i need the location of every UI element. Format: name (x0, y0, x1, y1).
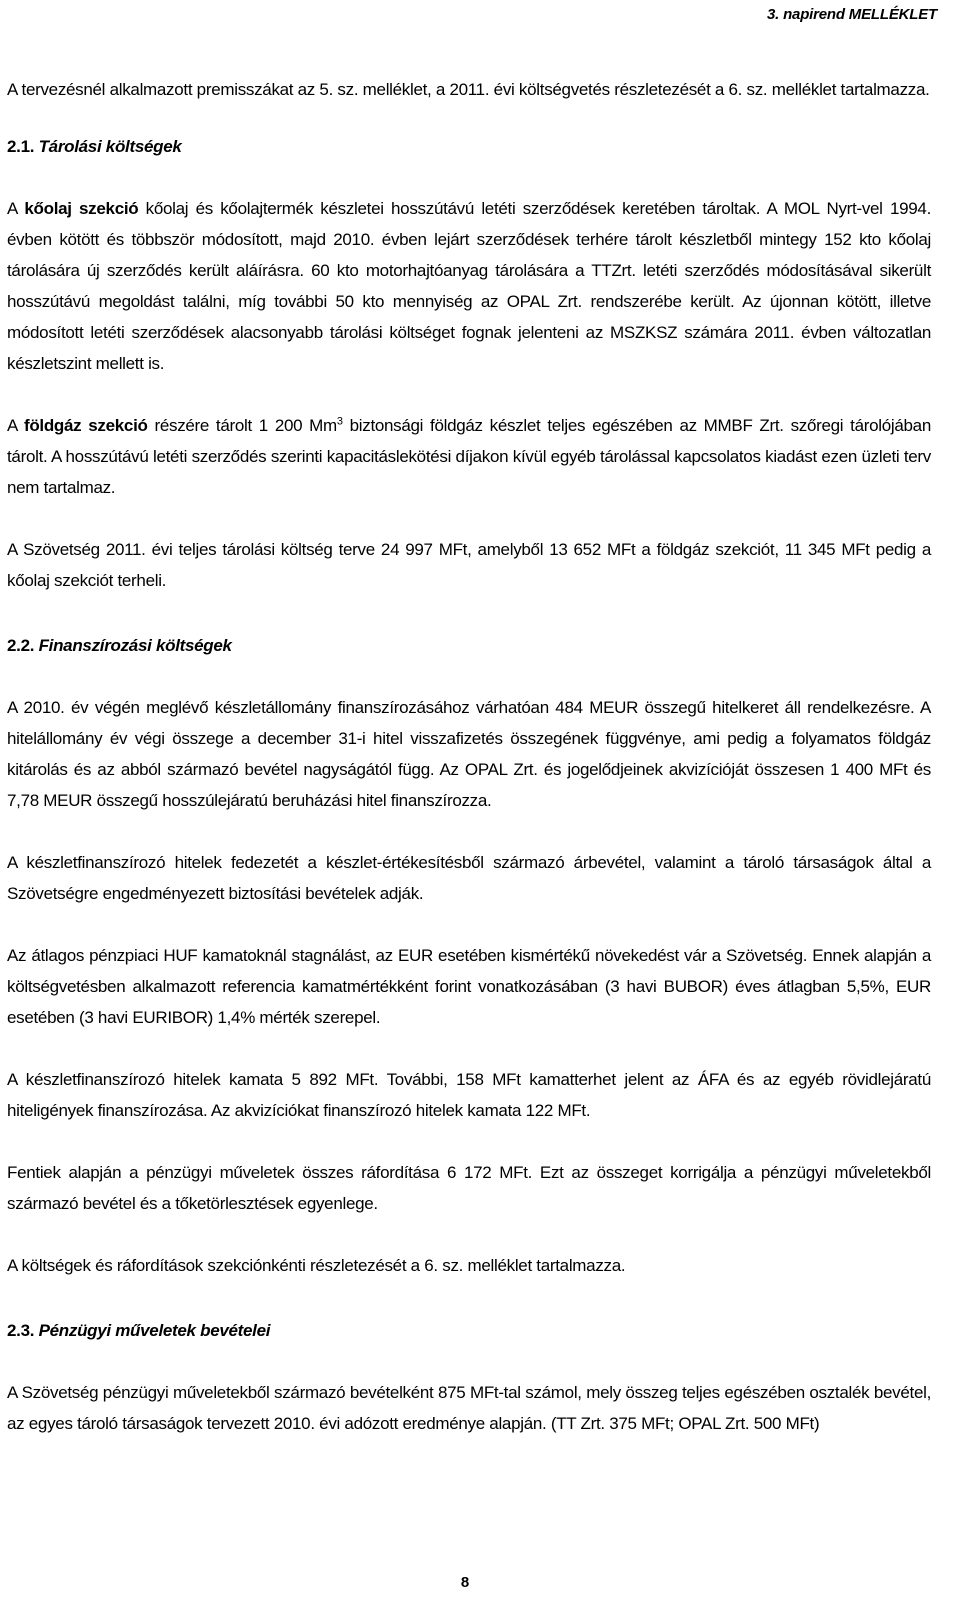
text-span: kőolaj és kőolajtermék készletei hosszútávú letéti szerződések keretében tároltak. A MOL Nyrt-vel 1994. évben kötött és többször módosított, majd 2010. évben lejárt szerződések terhére tárolt készletből mintegy 152 kto kőolaj tárolására új szerződés került aláírásra. 60 kto motorhajtóanyag tárolására a TTZrt. letéti szerződés módosításával sikerült hosszútávú megoldást találni, míg további 50 kto mennyiség az OPAL Zrt. rendszerébe került. Az újonnan kötött, illetve módosított letéti szerződések alacsonyabb tárolási költséget fognak jelenteni az MSZKSZ számára 2011. évben változatlan készletszint mellett is. (7, 199, 931, 373)
document-body (7, 74, 931, 1439)
section-number: 2.2. (7, 636, 35, 655)
text-span: A (7, 199, 25, 218)
paragraph-interest-costs: A készletfinanszírozó hitelek kamata 5 892 MFt. További, 158 MFt kamatterhet jelent az ÁFA és az egyéb rövidlejáratú hiteligények finanszírozása. Az akvizíciókat finanszírozó hitelek kamata 122 MFt. (7, 1070, 931, 1120)
section-heading-2-2 (7, 630, 931, 661)
section-heading-2-3 (7, 1315, 931, 1346)
bold-term-oil-section: kőolaj szekció (24, 199, 139, 218)
paragraph-credit-line: A 2010. év végén meglévő készletállomány finanszírozásához várhatóan 484 MEUR összegű hitelkeret áll rendelkezésre. A hitelállomány év végi összege a december 31-i hitel visszafizetés összegének függvénye, ami pedig a folyamatos földgáz kitárolás és az abból származó bevétel nagyságától függ. Az OPAL Zrt. és jogelődjeinek akvizícióját összesen 1 400 MFt és 7,78 MEUR összegű hosszúlejáratú beruházási hitel finanszírozza. (7, 698, 931, 810)
page-number: 8 (460, 1574, 470, 1591)
paragraph-gas-section (7, 410, 931, 503)
text-span: A (7, 416, 24, 435)
paragraph-oil-section (7, 193, 931, 379)
bold-term-gas-section: földgáz szekció (23, 416, 148, 435)
paragraph-financial-expenses: Fentiek alapján a pénzügyi műveletek összes ráfordítása 6 172 MFt. Ezt az összeget korrigálja a pénzügyi műveletekből származó bevétel és a tőketörlesztések egyenlege. (7, 1163, 931, 1213)
section-title: Finanszírozási költségek (38, 636, 232, 655)
section-number: 2.1. (7, 137, 35, 156)
text-span: részére tárolt 1 200 Mm (147, 416, 337, 435)
superscript-3: 3 (336, 415, 343, 428)
text-span: biztonsági földgáz készlet teljes egészében az MMBF Zrt. szőregi tárolójában tárolt. A hosszútávú letéti szerződés szerinti kapacitáslekötési díjakon kívül egyéb tárolással kapcsolatos kiadást ezen üzleti terv nem tartalmaz. (7, 416, 931, 497)
paragraph-interest-rates: Az átlagos pénzpiaci HUF kamatoknál stagnálást, az EUR esetében kismértékű növekedést vár a Szövetség. Ennek alapján a költségvetésben alkalmazott referencia kamatmértékként forint vonatkozásában (3 havi BUBOR) éves átlagban 5,5%, EUR esetében (3 havi EURIBOR) 1,4% mérték szerepel. (7, 946, 931, 1027)
header-annex-note: 3. napirend MELLÉKLET (767, 6, 937, 23)
section-number: 2.3. (7, 1321, 35, 1340)
paragraph-annex-reference: A költségek és ráfordítások szekciónkénti részletezését a 6. sz. melléklet tartalmazza. (7, 1256, 626, 1275)
intro-paragraph: A tervezésnél alkalmazott premisszákat az 5. sz. melléklet, a 2011. évi költségvetés részletezését a 6. sz. melléklet tartalmazza. (7, 80, 930, 99)
paragraph-storage-cost-total: A Szövetség 2011. évi teljes tárolási költség terve 24 997 MFt, amelyből 13 652 MFt a földgáz szekciót, 11 345 MFt pedig a kőolaj szekciót terheli. (7, 540, 931, 590)
paragraph-financial-income: A Szövetség pénzügyi műveletekből származó bevételként 875 MFt-tal számol, mely összeg teljes egészében osztalék bevétel, az egyes tároló társaságok tervezett 2010. évi adózott eredménye alapján. (TT Zrt. 375 MFt; OPAL Zrt. 500 MFt) (7, 1383, 931, 1433)
section-heading-2-1 (7, 131, 931, 162)
section-title: Pénzügyi műveletek bevételei (38, 1321, 271, 1340)
paragraph-collateral: A készletfinanszírozó hitelek fedezetét a készlet-értékesítésből származó árbevétel, valamint a tároló társaságok által a Szövetségre engedményezett biztosítási bevételek adják. (7, 853, 931, 903)
section-title: Tárolási költségek (38, 137, 182, 156)
